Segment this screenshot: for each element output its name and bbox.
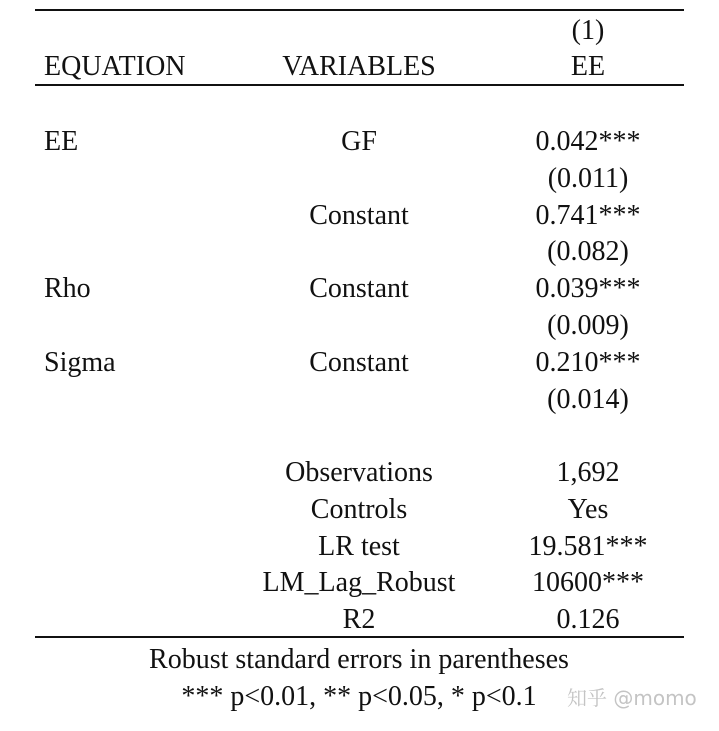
stat-value: 1,692: [556, 457, 620, 488]
coefficient: 0.210***: [535, 347, 641, 378]
equation-label: Rho: [44, 273, 91, 304]
variable-label: Constant: [309, 347, 409, 378]
bottom-rule: [35, 636, 684, 638]
variable-label: Constant: [309, 200, 409, 231]
stat-label: R2: [342, 604, 376, 635]
equation-label: EE: [44, 126, 79, 157]
dependent-variable-header: EE: [570, 51, 606, 82]
equation-label: Sigma: [44, 347, 116, 378]
stat-value: 10600***: [532, 567, 644, 598]
column-number: (1): [571, 15, 605, 46]
stat-value: 0.126: [556, 604, 620, 635]
stat-label: Observations: [285, 457, 433, 488]
top-rule: [35, 9, 684, 11]
standard-error: (0.009): [547, 310, 629, 341]
standard-error: (0.011): [547, 163, 629, 194]
stat-label: LM_Lag_Robust: [262, 567, 456, 598]
stat-value: 19.581***: [528, 531, 648, 562]
stat-label: LR test: [318, 531, 400, 562]
stat-label: Controls: [310, 494, 408, 525]
watermark: 知乎 @momo: [567, 686, 697, 710]
variable-label: GF: [341, 126, 377, 157]
standard-error: (0.014): [547, 384, 629, 415]
header-rule: [35, 84, 684, 86]
standard-error: (0.082): [547, 236, 629, 267]
notes-standard-errors: Robust standard errors in parentheses: [149, 644, 569, 675]
variable-label: Constant: [309, 273, 409, 304]
coefficient: 0.741***: [535, 200, 641, 231]
stat-value: Yes: [567, 494, 609, 525]
equation-header: EQUATION: [44, 51, 186, 82]
notes-significance: *** p<0.01, ** p<0.05, * p<0.1: [181, 681, 537, 712]
variables-header: VARIABLES: [282, 51, 436, 82]
coefficient: 0.039***: [535, 273, 641, 304]
coefficient: 0.042***: [535, 126, 641, 157]
